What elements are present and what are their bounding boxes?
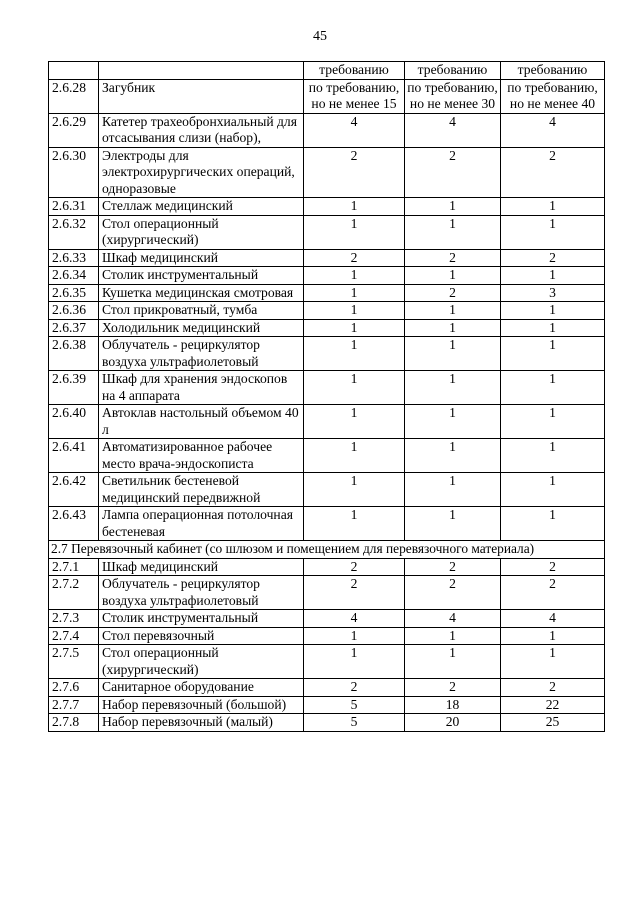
item-name: Шкаф медицинский	[99, 558, 304, 576]
item-name: Облучатель - рециркулятор воздуха ультрафиолетовый	[99, 337, 304, 371]
quantity-cell: 25	[501, 714, 605, 732]
quantity-cell: 2	[304, 576, 405, 610]
quantity-cell: 2	[405, 284, 501, 302]
table-row	[49, 249, 605, 267]
table-row	[49, 714, 605, 732]
quantity-cell: по требованию, но не менее 30	[405, 79, 501, 113]
item-name: Стол операционный (хирургический)	[99, 215, 304, 249]
table-row	[49, 371, 605, 405]
item-number: 2.7.4	[49, 627, 99, 645]
item-name: Стол перевязочный	[99, 627, 304, 645]
quantity-cell: 1	[304, 473, 405, 507]
item-number: 2.7.5	[49, 645, 99, 679]
quantity-cell: 1	[405, 319, 501, 337]
num-cell	[49, 62, 99, 80]
continuation-row	[49, 62, 605, 80]
item-number: 2.6.28	[49, 79, 99, 113]
table-row	[49, 113, 605, 147]
table-row	[49, 439, 605, 473]
table-row	[49, 645, 605, 679]
table-row	[49, 576, 605, 610]
item-number: 2.6.37	[49, 319, 99, 337]
table-row	[49, 267, 605, 285]
quantity-cell: 1	[304, 319, 405, 337]
quantity-cell: 1	[304, 507, 405, 541]
quantity-cell: 2	[304, 249, 405, 267]
quantity-cell: 1	[405, 507, 501, 541]
requirement-cell: требованию	[501, 62, 605, 80]
quantity-cell: 1	[501, 405, 605, 439]
table-row	[49, 679, 605, 697]
item-name: Набор перевязочный (большой)	[99, 696, 304, 714]
requirement-cell: требованию	[304, 62, 405, 80]
item-name: Холодильник медицинский	[99, 319, 304, 337]
quantity-cell: 1	[501, 215, 605, 249]
table-row	[49, 147, 605, 198]
quantity-cell: 4	[405, 113, 501, 147]
item-name: Облучатель - рециркулятор воздуха ультрафиолетовый	[99, 576, 304, 610]
item-name: Загубник	[99, 79, 304, 113]
table-row	[49, 198, 605, 216]
quantity-cell: 5	[304, 714, 405, 732]
item-number: 2.7.3	[49, 610, 99, 628]
quantity-cell: 1	[304, 337, 405, 371]
quantity-cell: 18	[405, 696, 501, 714]
item-number: 2.6.34	[49, 267, 99, 285]
quantity-cell: 1	[304, 198, 405, 216]
item-name: Столик инструментальный	[99, 267, 304, 285]
item-number: 2.6.35	[49, 284, 99, 302]
item-name: Автоклав настольный объемом 40 л	[99, 405, 304, 439]
quantity-cell: 1	[501, 473, 605, 507]
item-name: Лампа операционная потолочная бестеневая	[99, 507, 304, 541]
item-name: Шкаф медицинский	[99, 249, 304, 267]
table-row	[49, 337, 605, 371]
quantity-cell: 1	[501, 267, 605, 285]
item-name: Набор перевязочный (малый)	[99, 714, 304, 732]
quantity-cell: 1	[304, 267, 405, 285]
requirement-cell: требованию	[405, 62, 501, 80]
item-number: 2.6.30	[49, 147, 99, 198]
item-number: 2.7.2	[49, 576, 99, 610]
quantity-cell: 2	[501, 679, 605, 697]
quantity-cell: 1	[304, 284, 405, 302]
quantity-cell: 3	[501, 284, 605, 302]
quantity-cell: 1	[501, 302, 605, 320]
quantity-cell: 1	[405, 371, 501, 405]
quantity-cell: 1	[405, 439, 501, 473]
item-number: 2.6.39	[49, 371, 99, 405]
item-name: Столик инструментальный	[99, 610, 304, 628]
item-number: 2.6.32	[49, 215, 99, 249]
quantity-cell: 1	[501, 319, 605, 337]
table-row	[49, 696, 605, 714]
quantity-cell: 1	[405, 405, 501, 439]
quantity-cell: 1	[304, 405, 405, 439]
item-name: Светильник бестеневой медицинский передвижной	[99, 473, 304, 507]
item-number: 2.6.38	[49, 337, 99, 371]
quantity-cell: 1	[501, 337, 605, 371]
table-row	[49, 627, 605, 645]
quantity-cell: 1	[501, 627, 605, 645]
quantity-cell: 1	[304, 627, 405, 645]
quantity-cell: 2	[405, 558, 501, 576]
quantity-cell: 1	[304, 371, 405, 405]
quantity-cell: 2	[304, 558, 405, 576]
quantity-cell: 2	[501, 249, 605, 267]
table-row	[49, 507, 605, 541]
section-title: 2.7 Перевязочный кабинет (со шлюзом и помещением для перевязочного материала)	[49, 541, 605, 559]
table-row	[49, 558, 605, 576]
quantity-cell: 1	[405, 215, 501, 249]
item-name: Кушетка медицинская смотровая	[99, 284, 304, 302]
name-cell	[99, 62, 304, 80]
section-row	[49, 541, 605, 559]
quantity-cell: 1	[304, 215, 405, 249]
quantity-cell: по требованию, но не менее 15	[304, 79, 405, 113]
item-number: 2.7.1	[49, 558, 99, 576]
item-name: Катетер трахеобронхиальный для отсасывания слизи (набор),	[99, 113, 304, 147]
item-number: 2.6.31	[49, 198, 99, 216]
table-row	[49, 215, 605, 249]
quantity-cell: 1	[405, 473, 501, 507]
quantity-cell: 1	[405, 198, 501, 216]
item-number: 2.6.43	[49, 507, 99, 541]
item-number: 2.7.7	[49, 696, 99, 714]
item-number: 2.6.41	[49, 439, 99, 473]
item-number: 2.6.42	[49, 473, 99, 507]
table-row	[49, 79, 605, 113]
quantity-cell: 2	[405, 249, 501, 267]
quantity-cell: 4	[501, 610, 605, 628]
quantity-cell: 1	[501, 371, 605, 405]
quantity-cell: по требованию, но не менее 40	[501, 79, 605, 113]
quantity-cell: 1	[501, 198, 605, 216]
item-number: 2.7.6	[49, 679, 99, 697]
table-row	[49, 610, 605, 628]
quantity-cell: 1	[405, 645, 501, 679]
quantity-cell: 1	[304, 645, 405, 679]
item-number: 2.6.36	[49, 302, 99, 320]
quantity-cell: 4	[304, 610, 405, 628]
item-name: Стол операционный (хирургический)	[99, 645, 304, 679]
item-name: Стеллаж медицинский	[99, 198, 304, 216]
item-name: Шкаф для хранения эндоскопов на 4 аппарата	[99, 371, 304, 405]
quantity-cell: 1	[405, 302, 501, 320]
quantity-cell: 2	[405, 576, 501, 610]
quantity-cell: 4	[304, 113, 405, 147]
quantity-cell: 1	[405, 267, 501, 285]
table-row	[49, 405, 605, 439]
table-row	[49, 302, 605, 320]
table-row	[49, 284, 605, 302]
quantity-cell: 1	[405, 627, 501, 645]
item-name: Стол прикроватный, тумба	[99, 302, 304, 320]
quantity-cell: 1	[501, 507, 605, 541]
quantity-cell: 20	[405, 714, 501, 732]
quantity-cell: 1	[405, 337, 501, 371]
item-number: 2.6.29	[49, 113, 99, 147]
quantity-cell: 2	[501, 147, 605, 198]
quantity-cell: 2	[405, 147, 501, 198]
page-number: 45	[313, 29, 327, 44]
quantity-cell: 2	[304, 679, 405, 697]
quantity-cell: 2	[405, 679, 501, 697]
item-name: Автоматизированное рабочее место врача-эндоскописта	[99, 439, 304, 473]
quantity-cell: 1	[304, 302, 405, 320]
quantity-cell: 22	[501, 696, 605, 714]
table-row	[49, 473, 605, 507]
equipment-table	[48, 61, 605, 732]
quantity-cell: 2	[501, 576, 605, 610]
quantity-cell: 2	[501, 558, 605, 576]
item-name: Санитарное оборудование	[99, 679, 304, 697]
quantity-cell: 5	[304, 696, 405, 714]
item-number: 2.6.33	[49, 249, 99, 267]
table-row	[49, 319, 605, 337]
quantity-cell: 4	[405, 610, 501, 628]
item-name: Электроды для электрохирургических операций, одноразовые	[99, 147, 304, 198]
quantity-cell: 1	[501, 439, 605, 473]
item-number: 2.7.8	[49, 714, 99, 732]
quantity-cell: 1	[501, 645, 605, 679]
item-number: 2.6.40	[49, 405, 99, 439]
quantity-cell: 1	[304, 439, 405, 473]
quantity-cell: 2	[304, 147, 405, 198]
quantity-cell: 4	[501, 113, 605, 147]
